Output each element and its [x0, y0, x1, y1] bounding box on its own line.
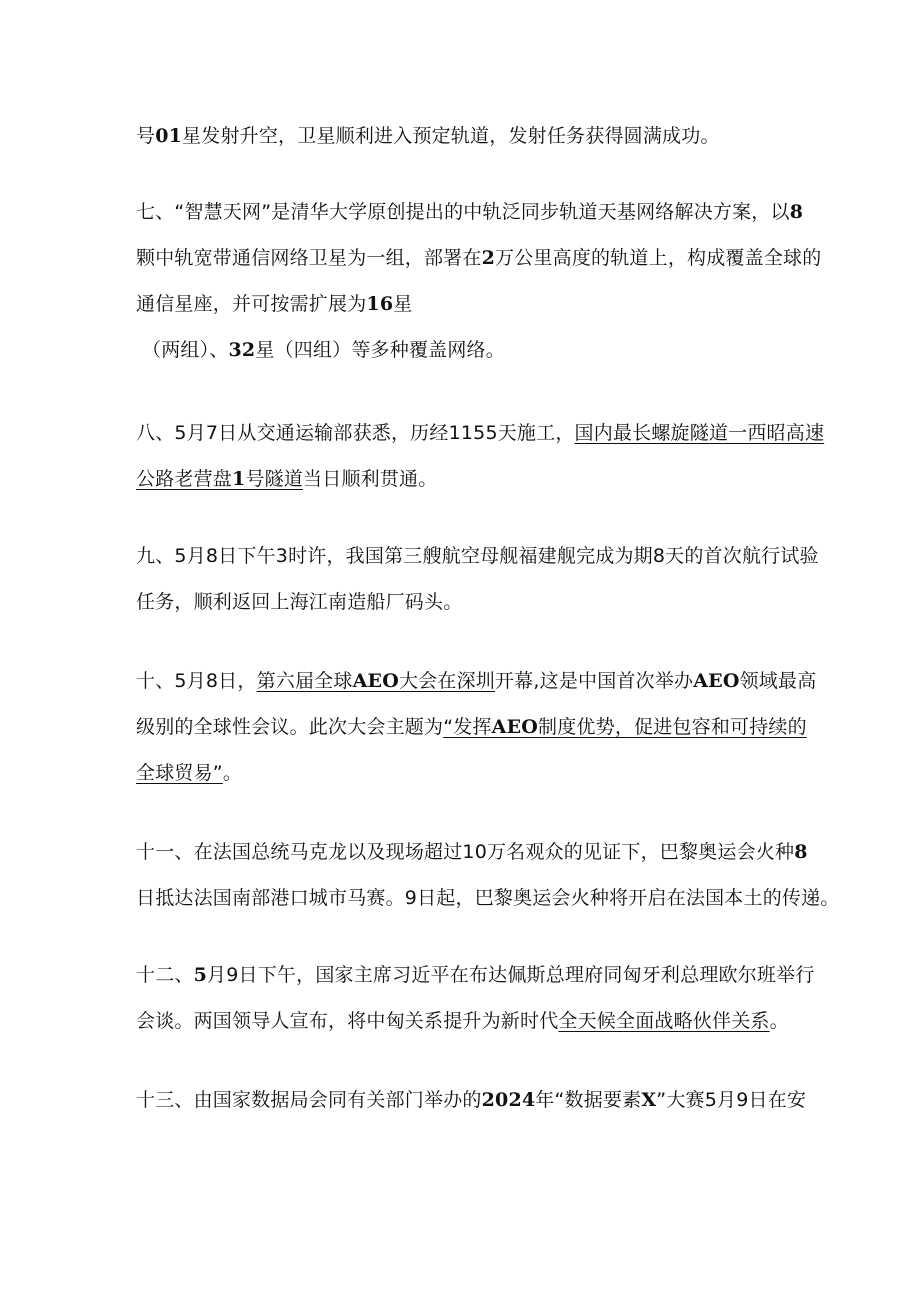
text-line [136, 829, 808, 875]
text-segment: 5 [193, 964, 208, 986]
text-line [136, 998, 796, 1044]
text-line [136, 410, 825, 456]
text-segment: 日抵达法国南部港口城市马赛。9日起，巴黎奥运会火种将开启在法国本土的传递。 [136, 887, 840, 909]
text-segment: 星发射升空，卫星顺利进入预定轨道，发射任务获得圆满成功。 [182, 125, 720, 147]
paragraph-10 [136, 658, 817, 796]
text-segment: 8 [794, 841, 808, 863]
text-segment: 年“数据要素 [535, 1089, 642, 1111]
text-line [136, 579, 796, 625]
text-line [136, 533, 819, 579]
paragraph-12 [136, 952, 815, 1044]
underlined-text: 全天候全面战略伙伴关系 [558, 1010, 770, 1032]
text-segment: 星 [393, 293, 413, 315]
underlined-text: AEO [352, 670, 399, 692]
paragraph-13 [136, 1077, 807, 1123]
paragraph-8 [136, 410, 825, 502]
paragraph-9 [136, 533, 819, 625]
text-segment: 8 [789, 201, 804, 223]
text-line [136, 456, 796, 502]
text-line [136, 658, 817, 704]
text-line [136, 875, 840, 921]
text-segment: 十二、 [136, 964, 194, 986]
text-segment: 开幕,这是中国首次举办 [494, 670, 694, 692]
underlined-text: 第六届全球 [256, 670, 353, 692]
underlined-text: AEO [491, 716, 539, 738]
text-line [136, 235, 822, 281]
paragraph-launch [136, 113, 796, 159]
text-segment: 十、5月8日， [136, 670, 257, 692]
underlined-text: 1 [232, 468, 246, 490]
text-line [136, 281, 796, 327]
text-line [136, 327, 796, 373]
underlined-text: 大会在深圳 [398, 670, 495, 692]
text-segment: 32 [228, 339, 256, 361]
text-segment: 通信星座，并可按需扩展为 [136, 293, 367, 315]
text-segment: 任务，顺利返回上海江南造船厂码头。 [136, 591, 463, 613]
text-line [136, 704, 807, 750]
underlined-text: 号隧道 [245, 468, 304, 490]
underlined-text: 公路老营盘 [136, 468, 233, 490]
text-line [136, 113, 796, 159]
text-line [136, 189, 804, 235]
text-segment: 级别的全球性会议。此次大会主题为 [136, 716, 444, 738]
text-segment: 。 [769, 1010, 789, 1032]
text-segment: 星（四组）等多种覆盖网络。 [255, 339, 505, 361]
text-segment: 七、“智慧天网”是清华大学原创提出的中轨泛同步轨道天基网络解决方案，以 [136, 201, 790, 223]
text-segment: 号 [136, 125, 156, 147]
paragraph-7 [136, 189, 822, 373]
text-line [136, 1077, 807, 1123]
text-segment: 月9日下午，国家主席习近平在布达佩斯总理府同匈牙利总理欧尔班举行 [207, 964, 815, 986]
underlined-text: 全球贸易” [136, 762, 223, 784]
text-segment: 十一、在法国总统马克龙以及现场超过10万名观众的见证下，巴黎奥运会火种 [136, 841, 795, 863]
text-segment: X [641, 1089, 657, 1111]
text-line [136, 952, 815, 998]
text-segment: 万公里高度的轨道上，构成覆盖全球的 [495, 247, 822, 269]
text-segment: 颗中轨宽带通信网络卫星为一组，部署在 [136, 247, 482, 269]
text-segment: 当日顺利贯通。 [303, 468, 438, 490]
text-segment: AEO [693, 670, 740, 692]
underlined-text: 制度优势，促进包容和可持续的 [538, 716, 807, 738]
text-segment: 会谈。两国领导人宣布，将中匈关系提升为新时代 [136, 1010, 559, 1032]
text-segment: （两组）、 [142, 339, 229, 361]
underlined-text: 国内最长螺旋隧道一西昭高速 [574, 422, 825, 444]
text-segment: 01 [155, 125, 183, 147]
paragraph-11 [136, 829, 840, 921]
text-segment: 八、5月7日从交通运输部获悉，历经1155天施工， [136, 422, 575, 444]
text-segment: 2024 [481, 1089, 536, 1111]
text-segment: ”大赛5月9日在安 [656, 1089, 807, 1111]
text-segment: 。 [222, 762, 243, 784]
text-segment: 十三、由国家数据局会同有关部门举办的 [136, 1089, 482, 1111]
text-line [136, 750, 796, 796]
text-segment: 2 [481, 247, 496, 269]
text-segment: 领域最高 [739, 670, 817, 692]
text-segment: 16 [366, 293, 394, 315]
text-segment: 九、5月8日下午3时许，我国第三艘航空母舰福建舰完成为期8天的首次航行试验 [136, 545, 819, 567]
underlined-text: “发挥 [443, 716, 492, 738]
